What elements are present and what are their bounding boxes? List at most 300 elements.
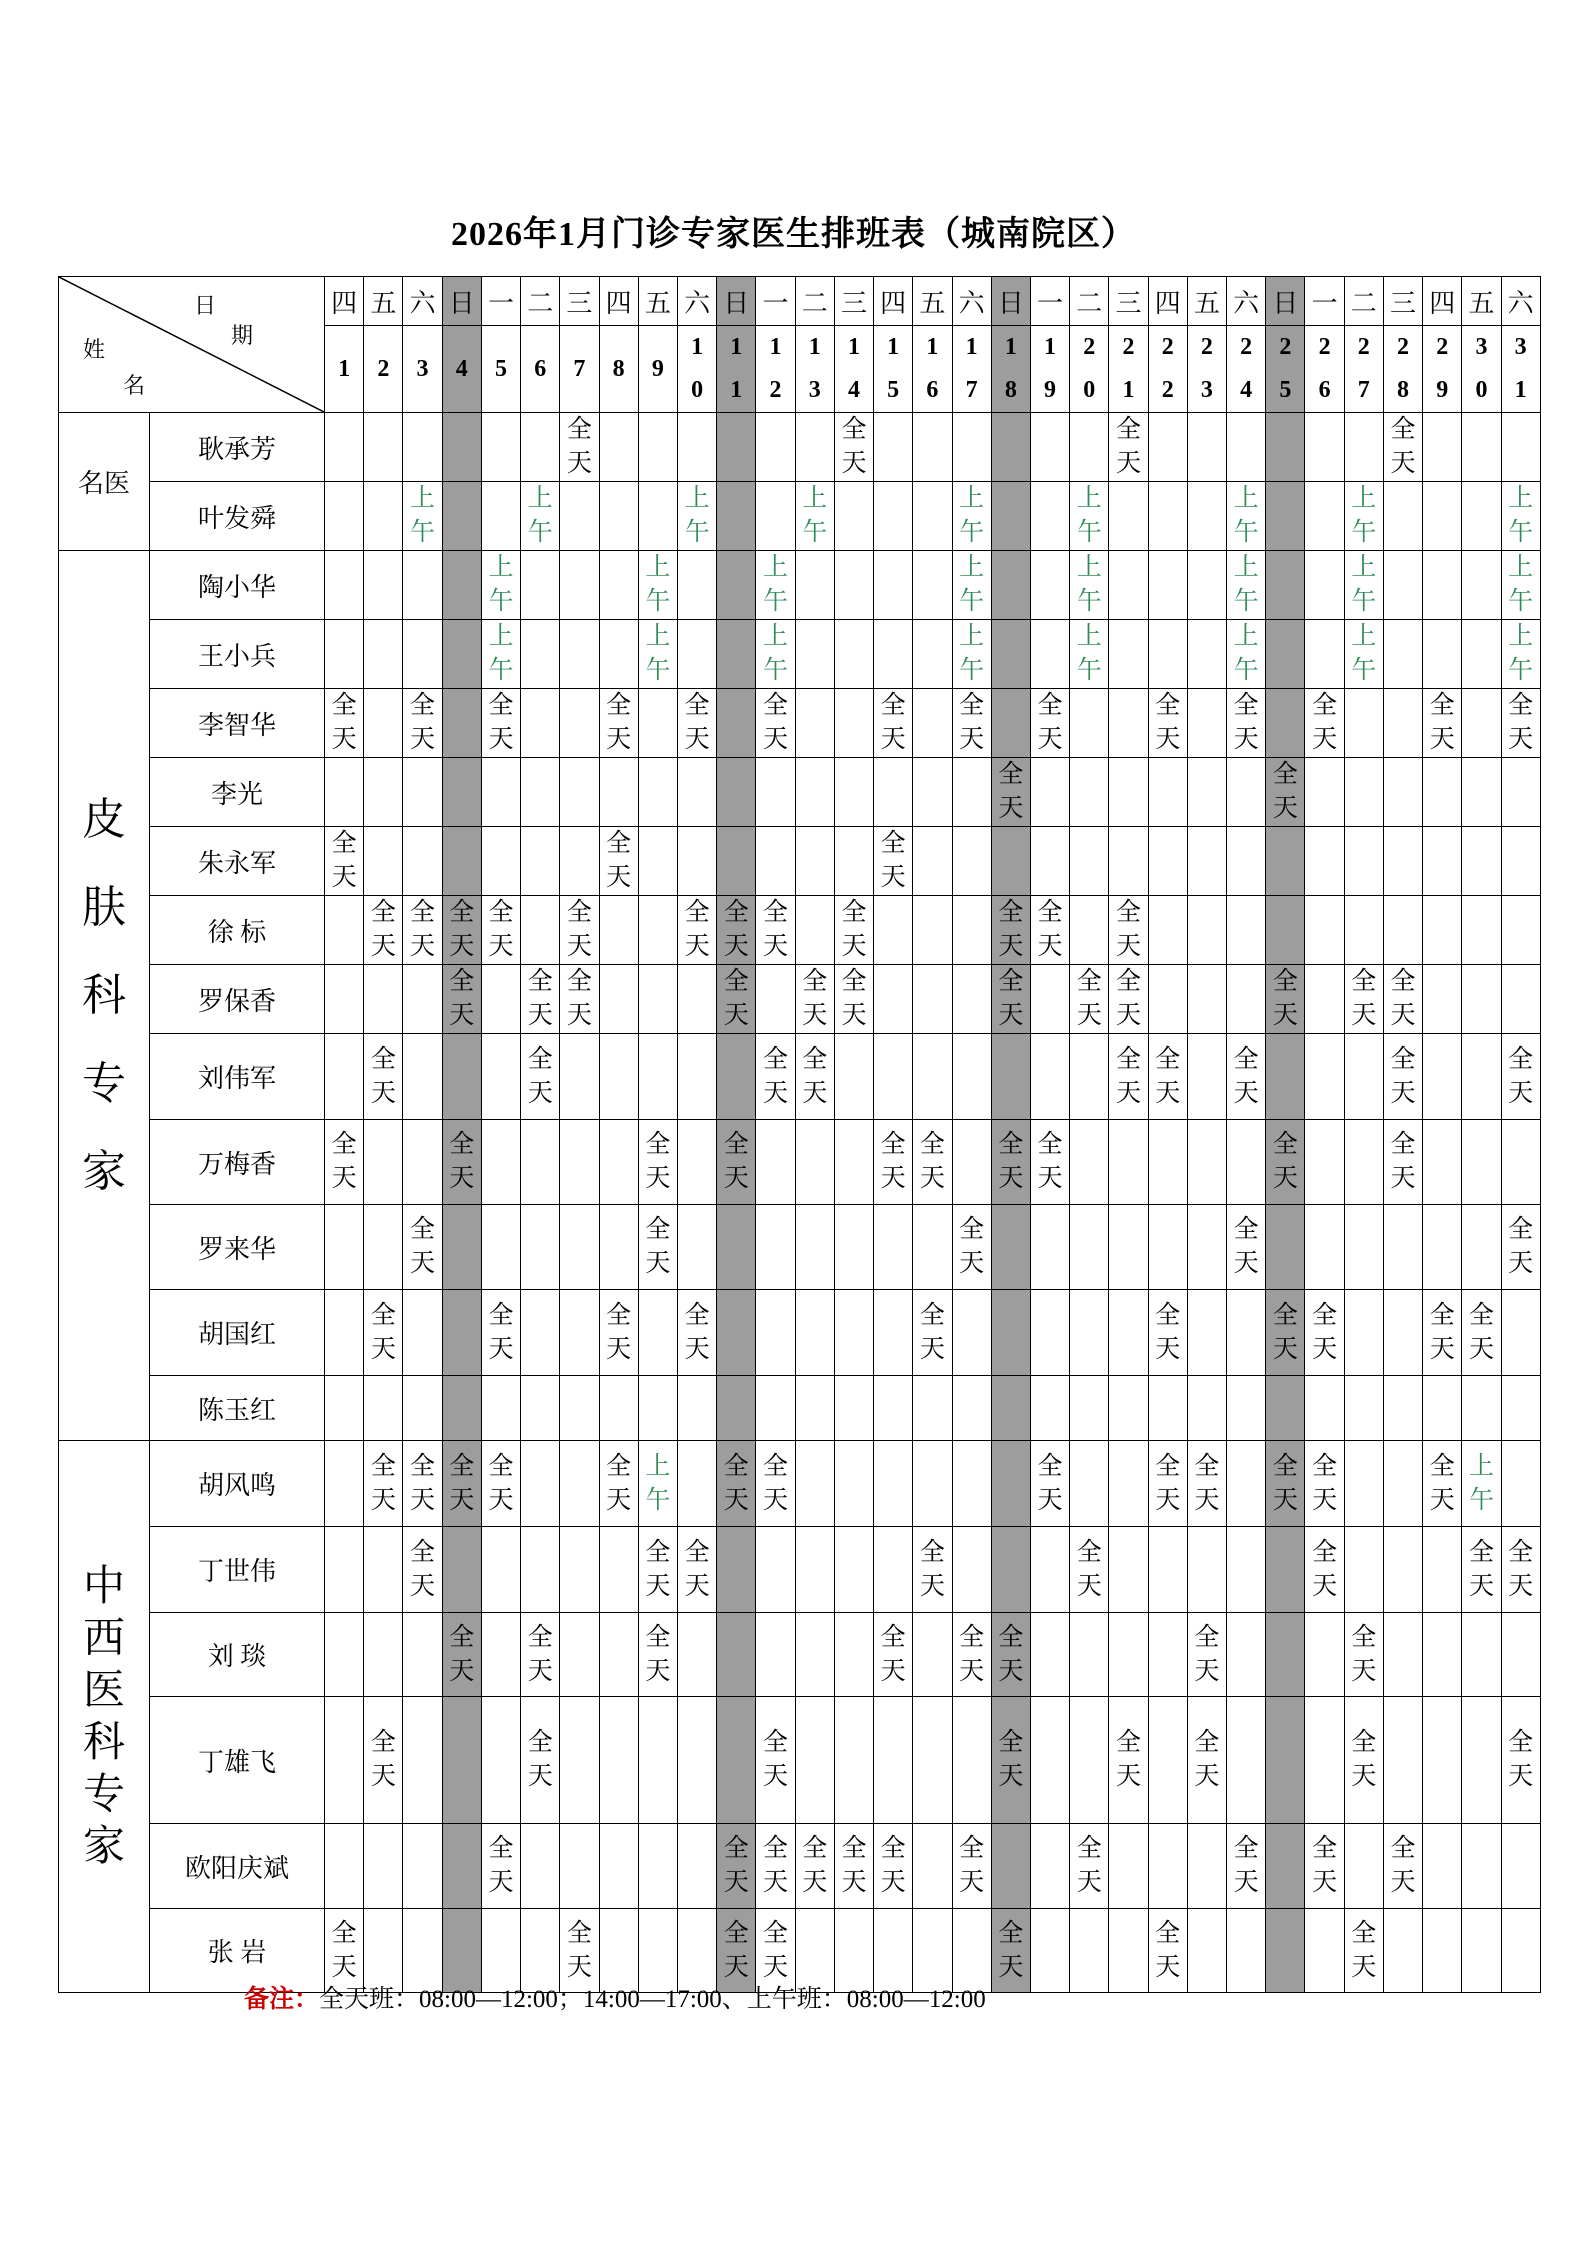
shift-cell [991,827,1030,896]
shift-cell [834,896,873,965]
shift-cell [442,482,481,551]
shift-cell [913,689,952,758]
shift-char: 全 [723,1919,749,1947]
shift-char: 天 [1508,1763,1534,1790]
shift-char: 午 [763,657,789,684]
shift-cell [1187,1909,1226,1993]
shift-cell [403,965,442,1034]
shift-char: 天 [1155,1335,1181,1363]
shift-char: 全 [880,1131,906,1158]
shift-cell [364,1527,403,1613]
shift-cell [717,758,756,827]
weekday-cell: 日 [717,277,756,326]
shift-cell [913,827,952,896]
shift-cell [1383,1290,1422,1376]
shift-cell [756,482,795,551]
shift-cell [1030,1034,1069,1120]
shift-char: 午 [959,519,985,546]
shift-cell [1305,689,1344,758]
shift-char: 全 [410,899,436,926]
shift-char: 全 [1233,692,1259,719]
day-digit: 1 [847,334,860,360]
shift-char: 天 [919,1335,945,1363]
shift-cell [1344,1697,1383,1824]
shift-cell [1423,896,1462,965]
shift-char: 天 [959,1869,985,1896]
day-number-cell [913,326,952,413]
shift-cell [795,620,834,689]
shift-cell [677,620,716,689]
shift-cell [913,965,952,1034]
shift-cell [1266,1824,1305,1909]
page-title: 2026年1月门诊专家医生排班表（城南院区） [451,216,1136,253]
shift-cell [874,1824,913,1909]
day-digit: 0 [1083,377,1096,403]
shift-cell [1070,758,1109,827]
shift-char: 全 [1390,1835,1416,1862]
date-label-char-1: 日 [194,293,217,318]
doctor-name-cell: 朱永军 [150,827,325,896]
doctor-row [59,1205,1541,1290]
shift-char: 全 [449,1131,475,1158]
shift-cell [991,896,1030,965]
shift-char: 天 [1076,1002,1102,1029]
shift-cell [364,965,403,1034]
shift-cell [1070,1376,1109,1441]
shift-cell [481,482,520,551]
shift-char: 天 [1390,1002,1416,1029]
shift-char: 全 [684,692,710,719]
shift-char: 午 [645,657,671,684]
shift-char: 天 [763,1763,789,1790]
shift-cell [560,1441,599,1527]
shift-cell [481,965,520,1034]
shift-char: 天 [1076,1869,1102,1896]
shift-cell [677,1376,716,1441]
shift-char: 天 [1351,1953,1377,1981]
shift-cell [560,1120,599,1205]
shift-cell [991,1527,1030,1613]
shift-cell [1227,689,1266,758]
weekday-cell: 二 [1070,277,1109,326]
shift-cell [1266,1205,1305,1290]
shift-char: 午 [1351,519,1377,546]
day-digit: 1 [1514,377,1527,403]
shift-char: 天 [1037,726,1063,753]
shift-cell [874,689,913,758]
shift-cell [1148,620,1187,689]
shift-cell [1501,482,1540,551]
shift-cell [481,413,520,482]
shift-cell [560,1527,599,1613]
shift-cell [913,1441,952,1527]
shift-cell [325,827,364,896]
group-label-char: 医 [82,1667,125,1714]
shift-cell [1266,1290,1305,1376]
shift-char: 天 [527,1657,553,1685]
shift-char: 天 [1233,726,1259,753]
shift-cell [1383,1527,1422,1613]
shift-cell [325,1376,364,1441]
day-digit: 2 [1161,377,1174,403]
shift-cell [952,689,991,758]
shift-cell [1305,482,1344,551]
shift-char: 午 [763,588,789,615]
day-number-cell [1109,326,1148,413]
shift-cell [952,551,991,620]
doctor-row [59,620,1541,689]
shift-cell [1305,551,1344,620]
day-number-cell [599,326,638,413]
shift-cell [1462,551,1501,620]
shift-char: 全 [488,1452,514,1480]
shift-cell [521,1205,560,1290]
shift-cell [795,1441,834,1527]
day-digit: 1 [808,334,821,360]
shift-cell [521,896,560,965]
shift-cell [442,1120,481,1205]
shift-cell [913,1613,952,1697]
shift-cell [364,1613,403,1697]
shift-char: 上 [1076,623,1102,650]
weekday-cell: 二 [1344,277,1383,326]
shift-cell [1227,1376,1266,1441]
shift-cell [1344,1527,1383,1613]
shift-cell [1344,620,1383,689]
shift-cell [325,1824,364,1909]
shift-cell [1109,689,1148,758]
shift-char: 天 [1233,1250,1259,1277]
shift-char: 全 [1037,1452,1063,1480]
shift-cell [481,827,520,896]
shift-cell [834,1034,873,1120]
shift-char: 全 [1233,1045,1259,1073]
shift-cell [1383,1441,1422,1527]
shift-cell [638,551,677,620]
shift-char: 天 [331,726,357,753]
shift-char: 上 [1508,623,1534,650]
shift-cell [717,1034,756,1120]
shift-char: 天 [645,1165,671,1192]
shift-char: 全 [1508,692,1534,719]
weekday-cell: 六 [403,277,442,326]
shift-char: 全 [527,968,553,995]
shift-cell [756,1120,795,1205]
shift-cell [1462,758,1501,827]
shift-char: 全 [1312,1538,1338,1566]
shift-char: 上 [488,623,514,650]
shift-cell [913,896,952,965]
shift-char: 全 [959,1623,985,1651]
doctor-name-cell: 刘伟军 [150,1034,325,1120]
shift-cell [1187,1205,1226,1290]
shift-char: 上 [1508,554,1534,581]
shift-cell [834,482,873,551]
doctor-name-cell: 胡风鸣 [150,1441,325,1527]
shift-cell [1109,896,1148,965]
shift-char: 上 [1351,485,1377,512]
shift-cell [1462,1613,1501,1697]
shift-char: 全 [606,692,632,719]
day-digit: 2 [769,377,782,403]
shift-char: 全 [1233,1835,1259,1862]
shift-cell [834,620,873,689]
shift-cell [991,620,1030,689]
shift-cell [874,1205,913,1290]
day-digit: 2 [1200,334,1213,360]
day-number-cell [795,326,834,413]
doctor-row [59,1034,1541,1120]
day-digit: 3 [416,355,429,382]
shift-cell [1109,1120,1148,1205]
day-digit: 9 [1436,377,1449,403]
shift-cell [638,896,677,965]
shift-char: 天 [331,864,357,891]
shift-cell [1187,1613,1226,1697]
shift-cell [1305,1824,1344,1909]
shift-cell [756,1376,795,1441]
shift-char: 全 [763,1452,789,1480]
shift-cell [403,1376,442,1441]
shift-char: 全 [370,1045,396,1073]
shift-cell [1501,1376,1540,1441]
shift-char: 全 [998,899,1024,926]
shift-char: 全 [841,968,867,995]
shift-cell [442,620,481,689]
shift-cell [560,1034,599,1120]
shift-cell [1305,1697,1344,1824]
shift-cell [1030,482,1069,551]
shift-char: 天 [959,726,985,753]
shift-cell [1187,1120,1226,1205]
shift-cell [599,965,638,1034]
shift-char: 全 [449,899,475,926]
shift-char: 上 [488,554,514,581]
day-digit: 1 [691,334,704,360]
shift-cell [874,827,913,896]
shift-char: 天 [449,1165,475,1192]
shift-char: 全 [1429,1301,1455,1329]
group-label-char: 专 [82,1058,126,1108]
shift-cell [756,965,795,1034]
day-digit: 0 [1475,377,1488,403]
shift-cell [1305,1441,1344,1527]
day-number-cell [1227,326,1266,413]
shift-cell [1383,1824,1422,1909]
shift-cell [913,1527,952,1613]
weekday-cell: 一 [1305,277,1344,326]
weekday-cell: 五 [364,277,403,326]
shift-char: 全 [959,1216,985,1243]
shift-cell [1070,1034,1109,1120]
shift-char: 全 [488,899,514,926]
shift-cell [1148,1527,1187,1613]
day-digit: 6 [926,377,939,403]
shift-cell [638,1697,677,1824]
shift-char: 天 [723,1486,749,1514]
day-number-cell [991,326,1030,413]
shift-cell [1501,965,1540,1034]
shift-cell [1501,689,1540,758]
shift-cell [1423,482,1462,551]
shift-cell [1501,1909,1540,1993]
shift-char: 天 [410,1250,436,1277]
shift-cell [1030,413,1069,482]
shift-cell [756,1034,795,1120]
shift-char: 全 [763,1919,789,1947]
shift-cell [874,1290,913,1376]
shift-cell [1305,758,1344,827]
shift-cell [1187,1441,1226,1527]
shift-char: 全 [410,1216,436,1243]
shift-cell [560,1205,599,1290]
shift-cell [325,551,364,620]
shift-cell [1462,413,1501,482]
shift-cell [560,965,599,1034]
shift-char: 全 [880,830,906,857]
shift-cell [1423,1824,1462,1909]
footnote [244,1979,986,2015]
shift-cell [991,413,1030,482]
shift-char: 全 [1429,1452,1455,1480]
shift-char: 天 [488,1486,514,1514]
shift-char: 午 [1351,588,1377,615]
shift-cell [1344,1034,1383,1120]
shift-char: 全 [802,968,828,995]
shift-cell [913,620,952,689]
shift-cell [599,827,638,896]
shift-cell [1266,551,1305,620]
shift-cell [1109,551,1148,620]
shift-char: 全 [802,1835,828,1862]
shift-char: 天 [1115,450,1141,477]
shift-char: 全 [527,1623,553,1651]
shift-char: 午 [410,519,436,546]
shift-cell [599,551,638,620]
shift-cell [1423,1527,1462,1613]
day-number-cell [1070,326,1109,413]
day-digit: 1 [730,334,743,360]
shift-char: 全 [880,1623,906,1651]
shift-cell [1383,482,1422,551]
shift-cell [599,1290,638,1376]
shift-cell [756,689,795,758]
shift-char: 午 [1076,519,1102,546]
shift-cell [1030,1527,1069,1613]
shift-char: 天 [998,1002,1024,1029]
doctor-name-cell: 陈玉红 [150,1376,325,1441]
shift-cell [1305,1376,1344,1441]
shift-cell [1305,896,1344,965]
shift-cell [325,413,364,482]
shift-char: 全 [527,1045,553,1073]
shift-char: 天 [723,1869,749,1896]
shift-cell [913,413,952,482]
shift-char: 全 [1115,416,1141,443]
shift-cell [1501,827,1540,896]
shift-cell [1462,827,1501,896]
doctor-row [59,1120,1541,1205]
shift-cell [1501,1527,1540,1613]
doctor-name-cell: 丁世伟 [150,1527,325,1613]
shift-cell [1187,620,1226,689]
shift-cell [1227,758,1266,827]
shift-cell [795,1120,834,1205]
shift-cell [1383,1120,1422,1205]
shift-char: 天 [998,1763,1024,1790]
shift-cell [1070,620,1109,689]
shift-char: 午 [488,588,514,615]
day-digit: 5 [887,377,900,403]
weekday-cell: 五 [638,277,677,326]
day-digit: 3 [1475,334,1488,360]
shift-cell [991,1441,1030,1527]
shift-cell [952,413,991,482]
shift-cell [952,1120,991,1205]
shift-char: 全 [959,692,985,719]
shift-cell [1423,551,1462,620]
shift-cell [1344,758,1383,827]
shift-cell [1148,896,1187,965]
shift-cell [481,620,520,689]
shift-cell [991,1613,1030,1697]
shift-char: 全 [998,1131,1024,1158]
group-label-char: 专 [82,1771,125,1818]
shift-char: 天 [1194,1763,1220,1790]
day-digit: 4 [847,377,860,403]
shift-cell [521,620,560,689]
shift-cell [638,758,677,827]
shift-cell [481,1034,520,1120]
schedule-table [58,276,1541,1993]
shift-cell [599,1527,638,1613]
shift-cell [1148,758,1187,827]
doctor-row [59,413,1541,482]
shift-cell [1501,413,1540,482]
shift-char: 天 [841,1869,867,1896]
shift-cell [1383,1205,1422,1290]
shift-char: 天 [684,933,710,960]
shift-cell [1462,1824,1501,1909]
group-label-cell [59,551,150,1441]
shift-cell [1070,482,1109,551]
shift-cell [1070,689,1109,758]
shift-cell [481,1613,520,1697]
weekday-cell: 四 [599,277,638,326]
shift-char: 全 [1233,1216,1259,1243]
shift-char: 天 [1115,1079,1141,1107]
shift-char: 上 [527,485,553,512]
shift-cell [403,1290,442,1376]
weekday-cell: 三 [834,277,873,326]
day-digit: 2 [1161,334,1174,360]
shift-char: 全 [331,1131,357,1158]
shift-char: 午 [684,519,710,546]
shift-cell [756,551,795,620]
day-digit: 7 [573,355,586,382]
shift-char: 全 [1272,968,1298,995]
shift-cell [1187,1697,1226,1824]
shift-cell [442,758,481,827]
day-digit: 0 [691,377,704,403]
shift-cell [677,482,716,551]
shift-char: 天 [449,933,475,960]
day-number-cell [521,326,560,413]
shift-cell [1148,1376,1187,1441]
shift-cell [521,1376,560,1441]
doctor-row [59,965,1541,1034]
shift-char: 天 [410,1572,436,1600]
